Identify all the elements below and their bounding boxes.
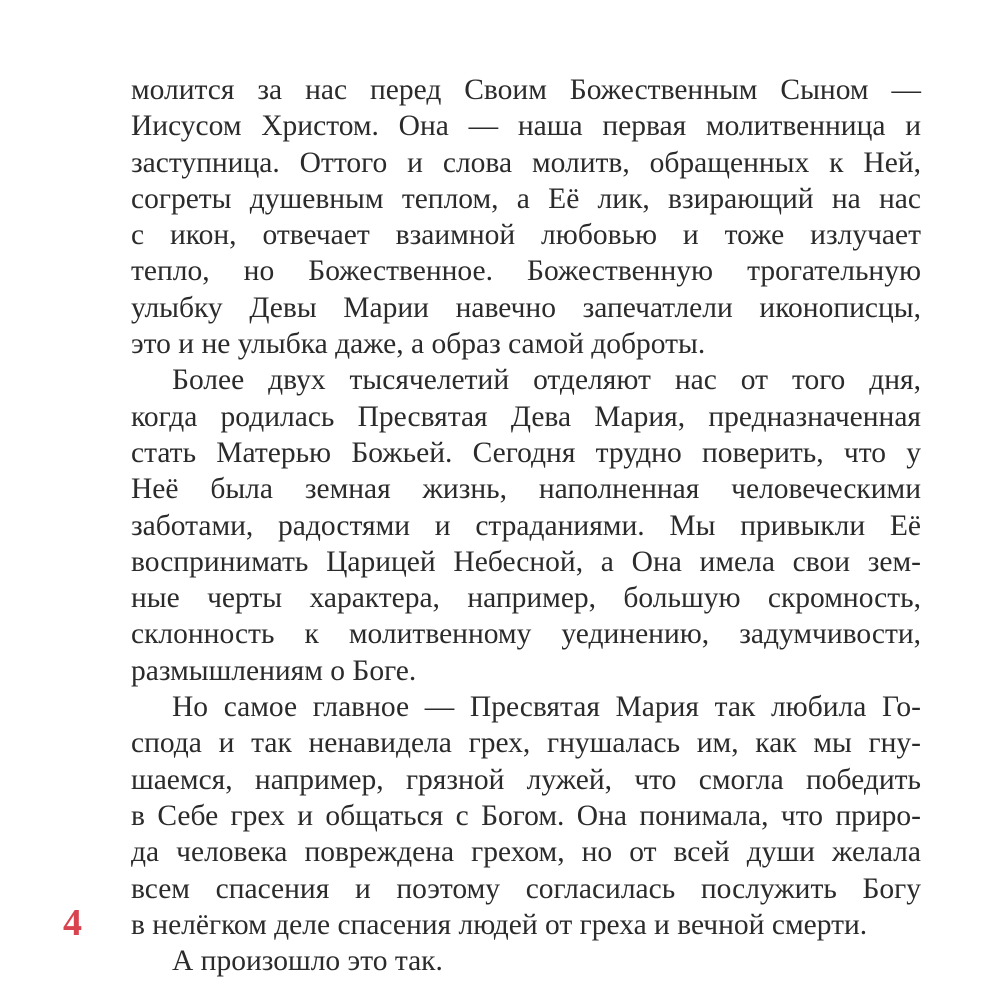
text-line: заботами, радостями и страданиями. Мы привыкли Её: [131, 509, 921, 542]
text-line: да человека повреждена грехом, но от всей души желала: [131, 836, 921, 869]
text-line: Более двух тысячелетий отделяют нас от того дня,: [172, 364, 921, 397]
text-line: спода и так ненавидела грех, гнушалась им, как мы гну-: [131, 727, 921, 760]
text-line: размышлениям о Боге.: [131, 654, 417, 687]
text-line: в нелёгком деле спасения людей от греха и вечной смерти.: [131, 908, 868, 941]
text-line: Неё была земная жизнь, наполненная человеческими: [131, 473, 921, 506]
text-line: улыбку Девы Марии навечно запечатлели иконописцы,: [131, 291, 921, 324]
text-line: Но самое главное — Пресвятая Мария так любила Го-: [172, 691, 921, 724]
paragraph: [131, 72, 921, 362]
text-line: воспринимать Царицей Небесной, а Она имела свои зем-: [131, 545, 921, 578]
text-line: заступница. Оттого и слова молитв, обращенных к Ней,: [131, 146, 921, 179]
text-line: А произошло это так.: [172, 945, 443, 978]
text-line: молится за нас перед Своим Божественным Сыном —: [131, 74, 921, 106]
text-line: тепло, но Божественное. Божественную трогательную: [131, 255, 921, 288]
page-number: 4: [63, 902, 82, 944]
text-line: согреты душевным теплом, а Её лик, взирающий на нас: [131, 182, 921, 215]
paragraph: [131, 362, 921, 689]
text-line: всем спасения и поэтому согласилась послужить Богу: [131, 872, 921, 905]
paragraph: [131, 943, 921, 979]
text-line: когда родилась Пресвятая Дева Мария, предназначенная: [131, 400, 921, 433]
text-line: Иисусом Христом. Она — наша первая молитвенница и: [131, 110, 921, 143]
text-line: с икон, отвечает взаимной любовью и тоже излучает: [131, 219, 921, 252]
text-line: ные черты характера, например, большую скромность,: [131, 582, 921, 615]
text-line: это и не улыбка даже, а образ самой доброты.: [131, 328, 706, 361]
text-line: в Себе грех и общаться с Богом. Она понимала, что приро-: [131, 799, 921, 832]
paragraph: [131, 689, 921, 943]
body-text: [131, 72, 921, 979]
text-line: склонность к молитвенному уединению, задумчивости,: [131, 618, 921, 651]
text-line: шаемся, например, грязной лужей, что смогла победить: [131, 763, 921, 796]
text-line: стать Матерью Божьей. Сегодня трудно поверить, что у: [131, 436, 921, 469]
